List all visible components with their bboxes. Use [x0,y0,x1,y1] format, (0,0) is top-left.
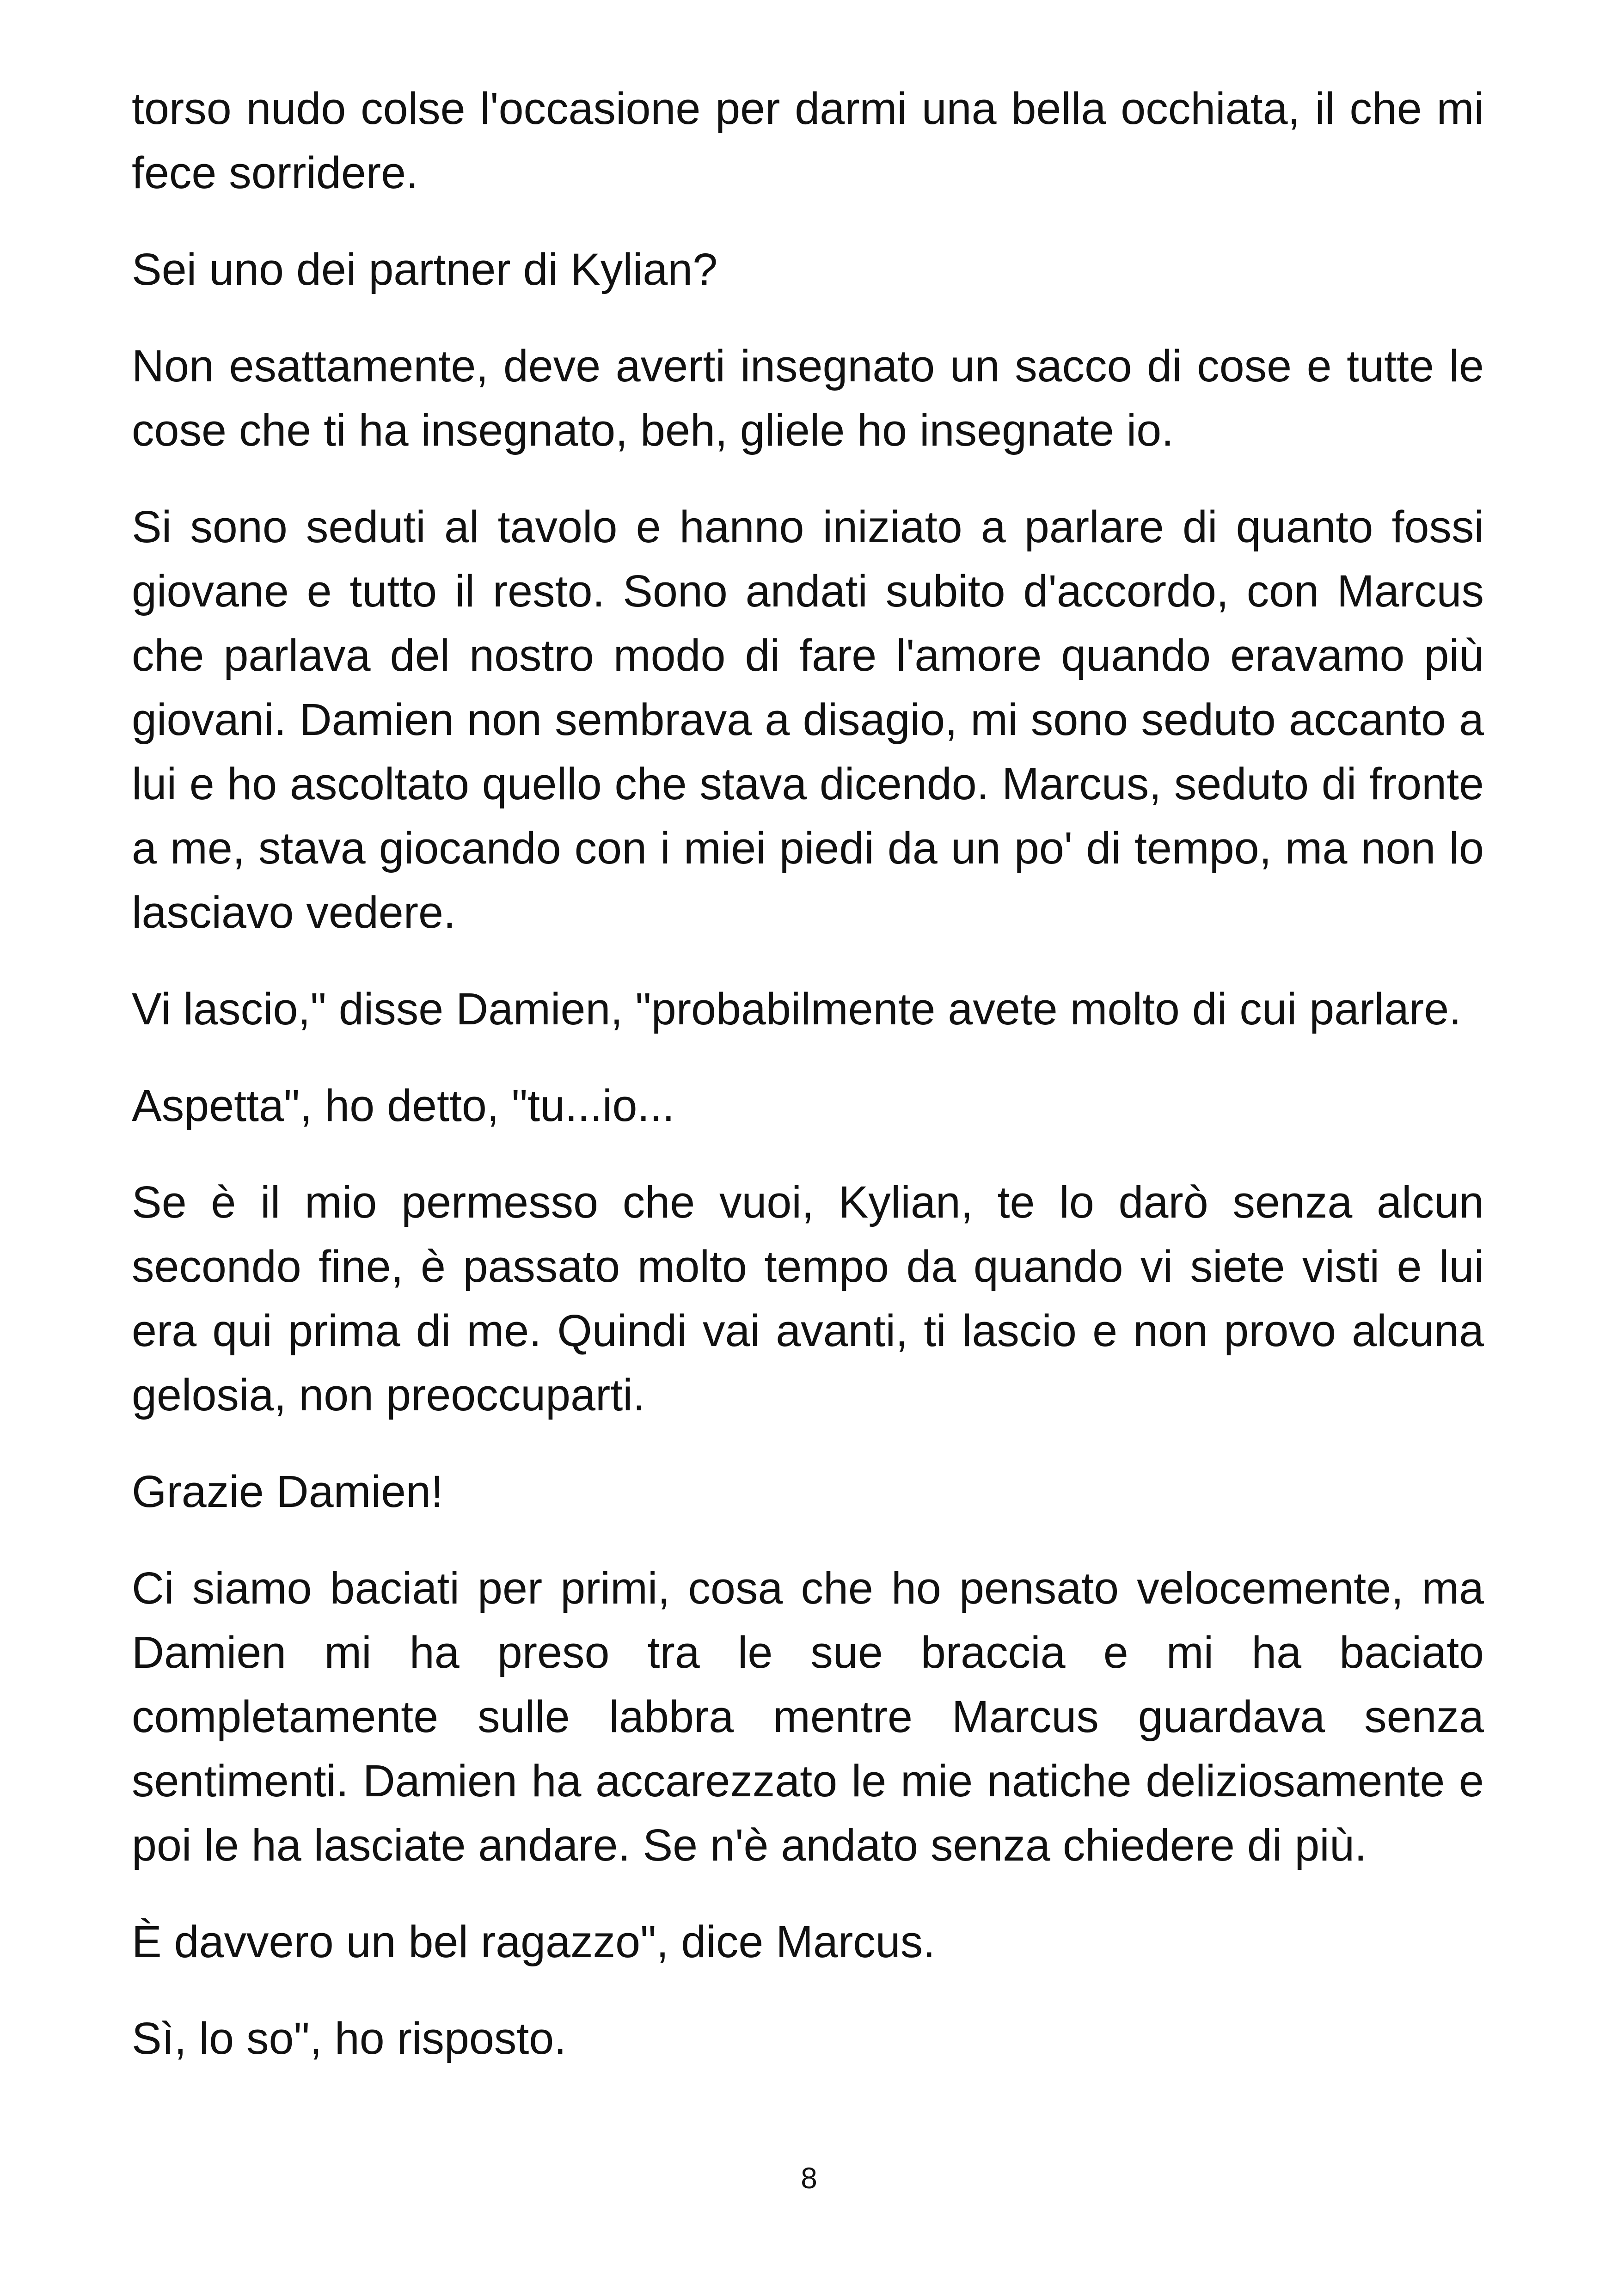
paragraph: Aspetta", ho detto, "tu...io... [132,1080,675,1131]
paragraph: Si sono seduti al tavolo e hanno iniziato a parlare di quanto fossi giovane e tutto il resto. Sono andati subito d'accordo, con Marcus che parlava del nostro modo di fare l'amore quando eravamo più giovani. Damien non sembrava a disagio, mi sono seduto accanto a lui e ho ascoltato quello che stava dicendo. Marcus, seduto di fronte a me, stava giocando con i miei piedi da un po' di tempo, ma non lo lasciavo vedere. [132,502,1484,937]
paragraph: torso nudo colse l'occasione per darmi una bella occhiata, il che mi fece sorridere. [132,83,1484,198]
paragraph: Sì, lo so", ho risposto. [132,2013,567,2063]
paragraph: Vi lascio," disse Damien, "probabilmente avete molto di cui parlare. [132,984,1462,1034]
paragraph: Non esattamente, deve averti insegnato un sacco di cose e tutte le cose che ti ha insegnato, beh, gliele ho insegnate io. [132,341,1484,455]
paragraph: Grazie Damien! [132,1466,443,1517]
text-body [132,76,1484,2103]
page-number: 8 [801,2161,817,2195]
paragraph: Se è il mio permesso che vuoi, Kylian, te lo darò senza alcun secondo fine, è passato molto tempo da quando vi siete visti e lui era qui prima di me. Quindi vai avanti, ti lascio e non provo alcuna gelosia, non preoccuparti. [132,1177,1484,1420]
paragraph: Sei uno dei partner di Kylian? [132,244,718,294]
paragraph: È davvero un bel ragazzo", dice Marcus. [132,1916,936,1967]
paragraph: Ci siamo baciati per primi, cosa che ho pensato velocemente, ma Damien mi ha preso tra le sue braccia e mi ha baciato completamente sulle labbra mentre Marcus guardava senza sentimenti. Damien ha accarezzato le mie natiche deliziosamente e poi le ha lasciate andare. Se n'è andato senza chiedere di più. [132,1563,1484,1870]
